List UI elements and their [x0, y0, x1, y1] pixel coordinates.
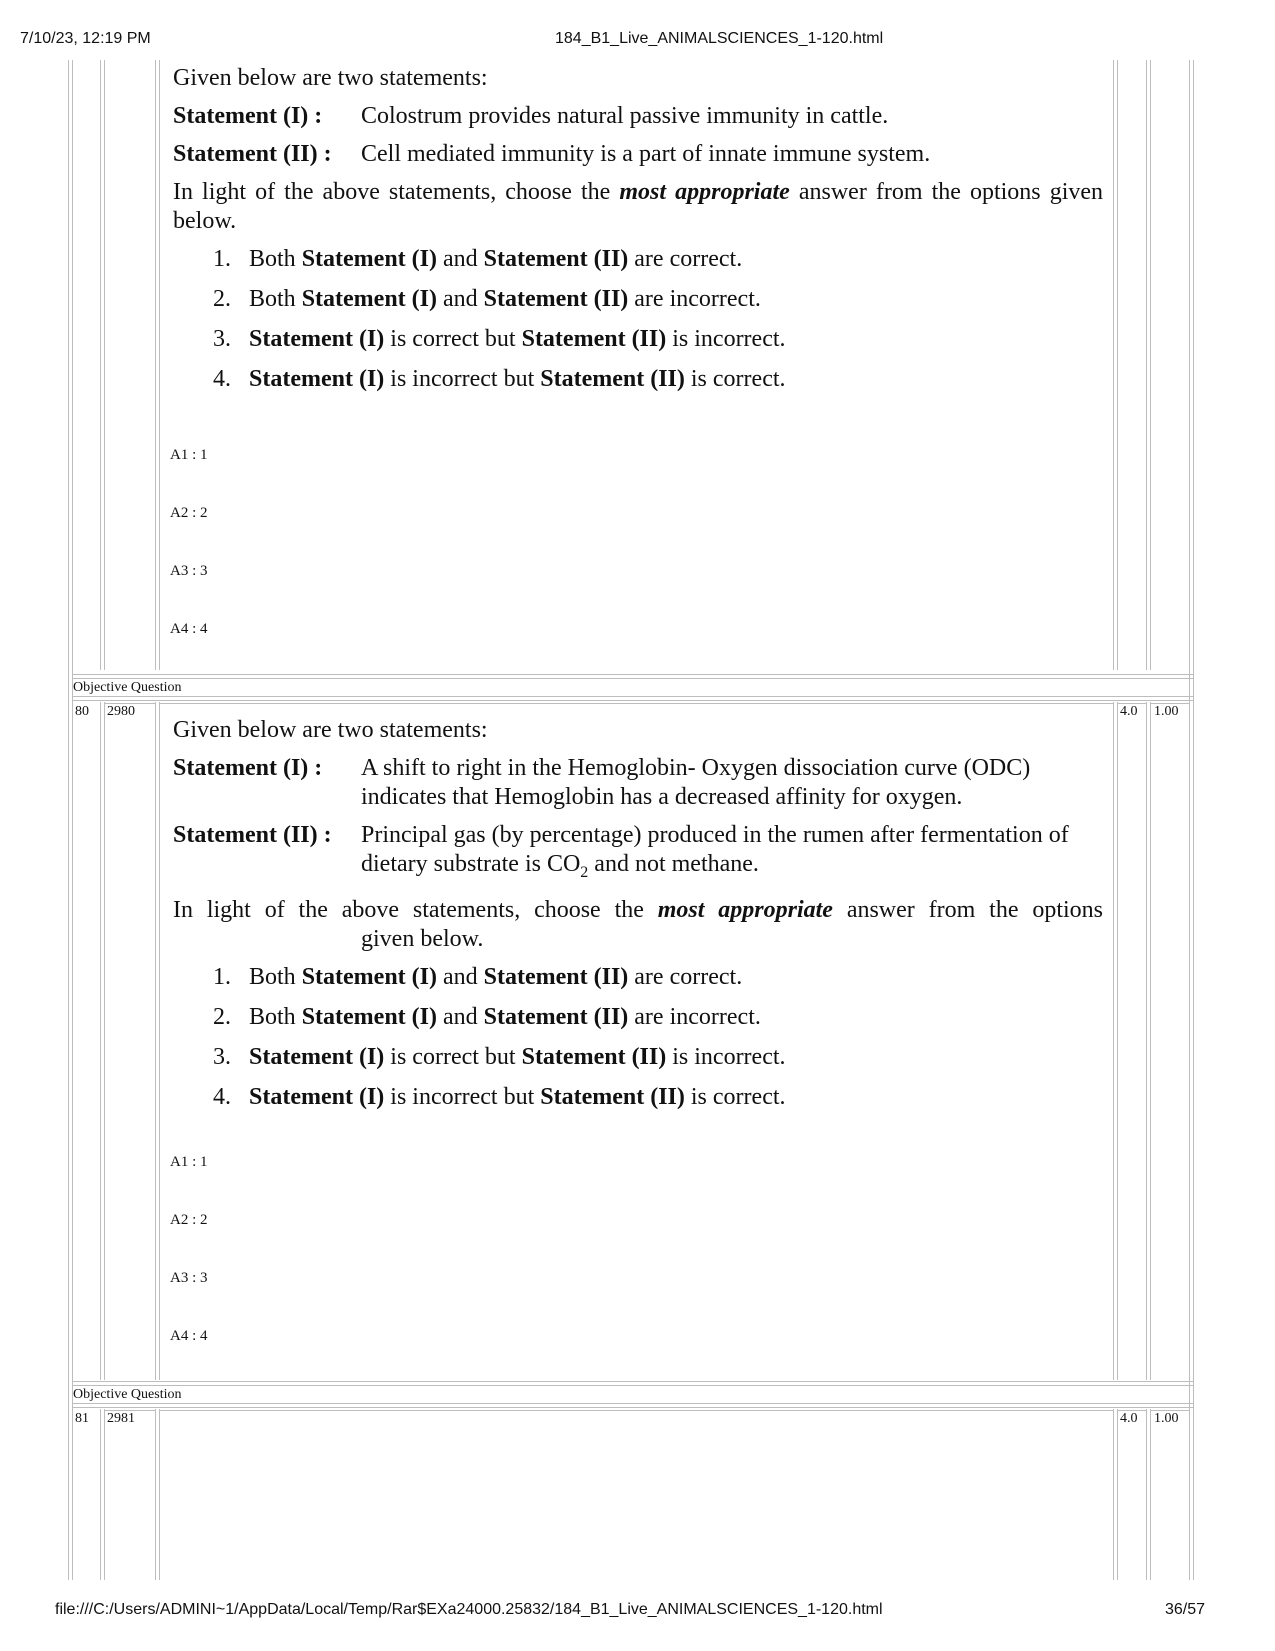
option-item: 1. Both Statement (I) and Statement (II) are correct. — [213, 246, 743, 272]
answer-option: A1 : 1 — [170, 447, 208, 463]
negative-marks: 1.00 — [1154, 1411, 1179, 1426]
option-item: 3. Statement (I) is correct but Statement (II) is incorrect. — [213, 326, 786, 352]
statement-1 — [173, 102, 1103, 131]
answer-option: A2 : 2 — [170, 1212, 208, 1228]
file-path: file:///C:/Users/ADMINI~1/AppData/Local/Temp/Rar$EXa24000.25832/184_B1_Live_ANIMALSCIENCES_1-120.html — [55, 1601, 883, 1618]
statement-text: Cell mediated immunity is a part of innate immune system. — [361, 141, 931, 167]
answer-option: A2 : 2 — [170, 505, 208, 521]
option-list — [173, 963, 1103, 1112]
statement-label: Statement (II) : — [173, 141, 332, 167]
question-80-body — [173, 716, 1103, 1123]
statement-label: Statement (I) : — [173, 755, 323, 781]
instruction: In light of the above statements, choose the most appropriate answer from the options given below. — [173, 179, 1104, 234]
question-marks: 4.0 — [1120, 704, 1138, 719]
instruction: In light of the above statements, choose the most appropriate answer from the options given below. — [173, 896, 1104, 952]
statement-label: Statement (II) : — [173, 822, 332, 848]
print-title: 184_B1_Live_ANIMALSCIENCES_1-120.html — [555, 30, 884, 47]
statement-1 — [173, 754, 1103, 812]
question-type-label: Objective Question — [73, 680, 182, 695]
question-marks: 4.0 — [1120, 1411, 1138, 1426]
option-item: 2. Both Statement (I) and Statement (II) are incorrect. — [213, 286, 761, 312]
question-id: 2981 — [107, 1411, 135, 1426]
question-intro: Given below are two statements: — [173, 717, 488, 743]
answer-option: A4 : 4 — [170, 1328, 208, 1344]
option-list — [173, 245, 1103, 394]
statement-2 — [173, 821, 1103, 887]
answer-option: A3 : 3 — [170, 1270, 208, 1286]
question-intro: Given below are two statements: — [173, 65, 488, 91]
question-79-body — [173, 64, 1103, 405]
print-datetime: 7/10/23, 12:19 PM — [20, 30, 151, 47]
statement-text: Colostrum provides natural passive immunity in cattle. — [361, 103, 889, 129]
question-serial: 81 — [75, 1411, 89, 1426]
option-item: 3. Statement (I) is correct but Statement (II) is incorrect. — [213, 1043, 786, 1070]
negative-marks: 1.00 — [1154, 704, 1179, 719]
statement-label: Statement (I) : — [173, 103, 323, 129]
answer-option: A3 : 3 — [170, 563, 208, 579]
answer-option: A4 : 4 — [170, 621, 208, 637]
answer-option: A1 : 1 — [170, 1154, 208, 1170]
option-item: 1. Both Statement (I) and Statement (II) are correct. — [213, 963, 743, 990]
page-number: 36/57 — [1165, 1601, 1206, 1618]
option-item: 2. Both Statement (I) and Statement (II) are incorrect. — [213, 1003, 761, 1030]
statement-text: Principal gas (by percentage) produced in the rumen after fermentation of dietary substrate is $CO_2$ and not methane. — [361, 822, 1069, 881]
statement-text: A shift to right in the Hemoglobin- Oxygen dissociation curve (ODC) indicates that Hemoglobin has a decreased affinity for oxygen. — [361, 755, 1031, 810]
question-serial: 80 — [75, 704, 89, 719]
statement-2 — [173, 140, 1103, 169]
question-type-label: Objective Question — [73, 1387, 182, 1402]
question-id: 2980 — [107, 704, 135, 719]
option-item: 4. Statement (I) is incorrect but Statement (II) is correct. — [213, 1083, 786, 1110]
option-item: 4. Statement (I) is incorrect but Statement (II) is correct. — [213, 366, 786, 392]
